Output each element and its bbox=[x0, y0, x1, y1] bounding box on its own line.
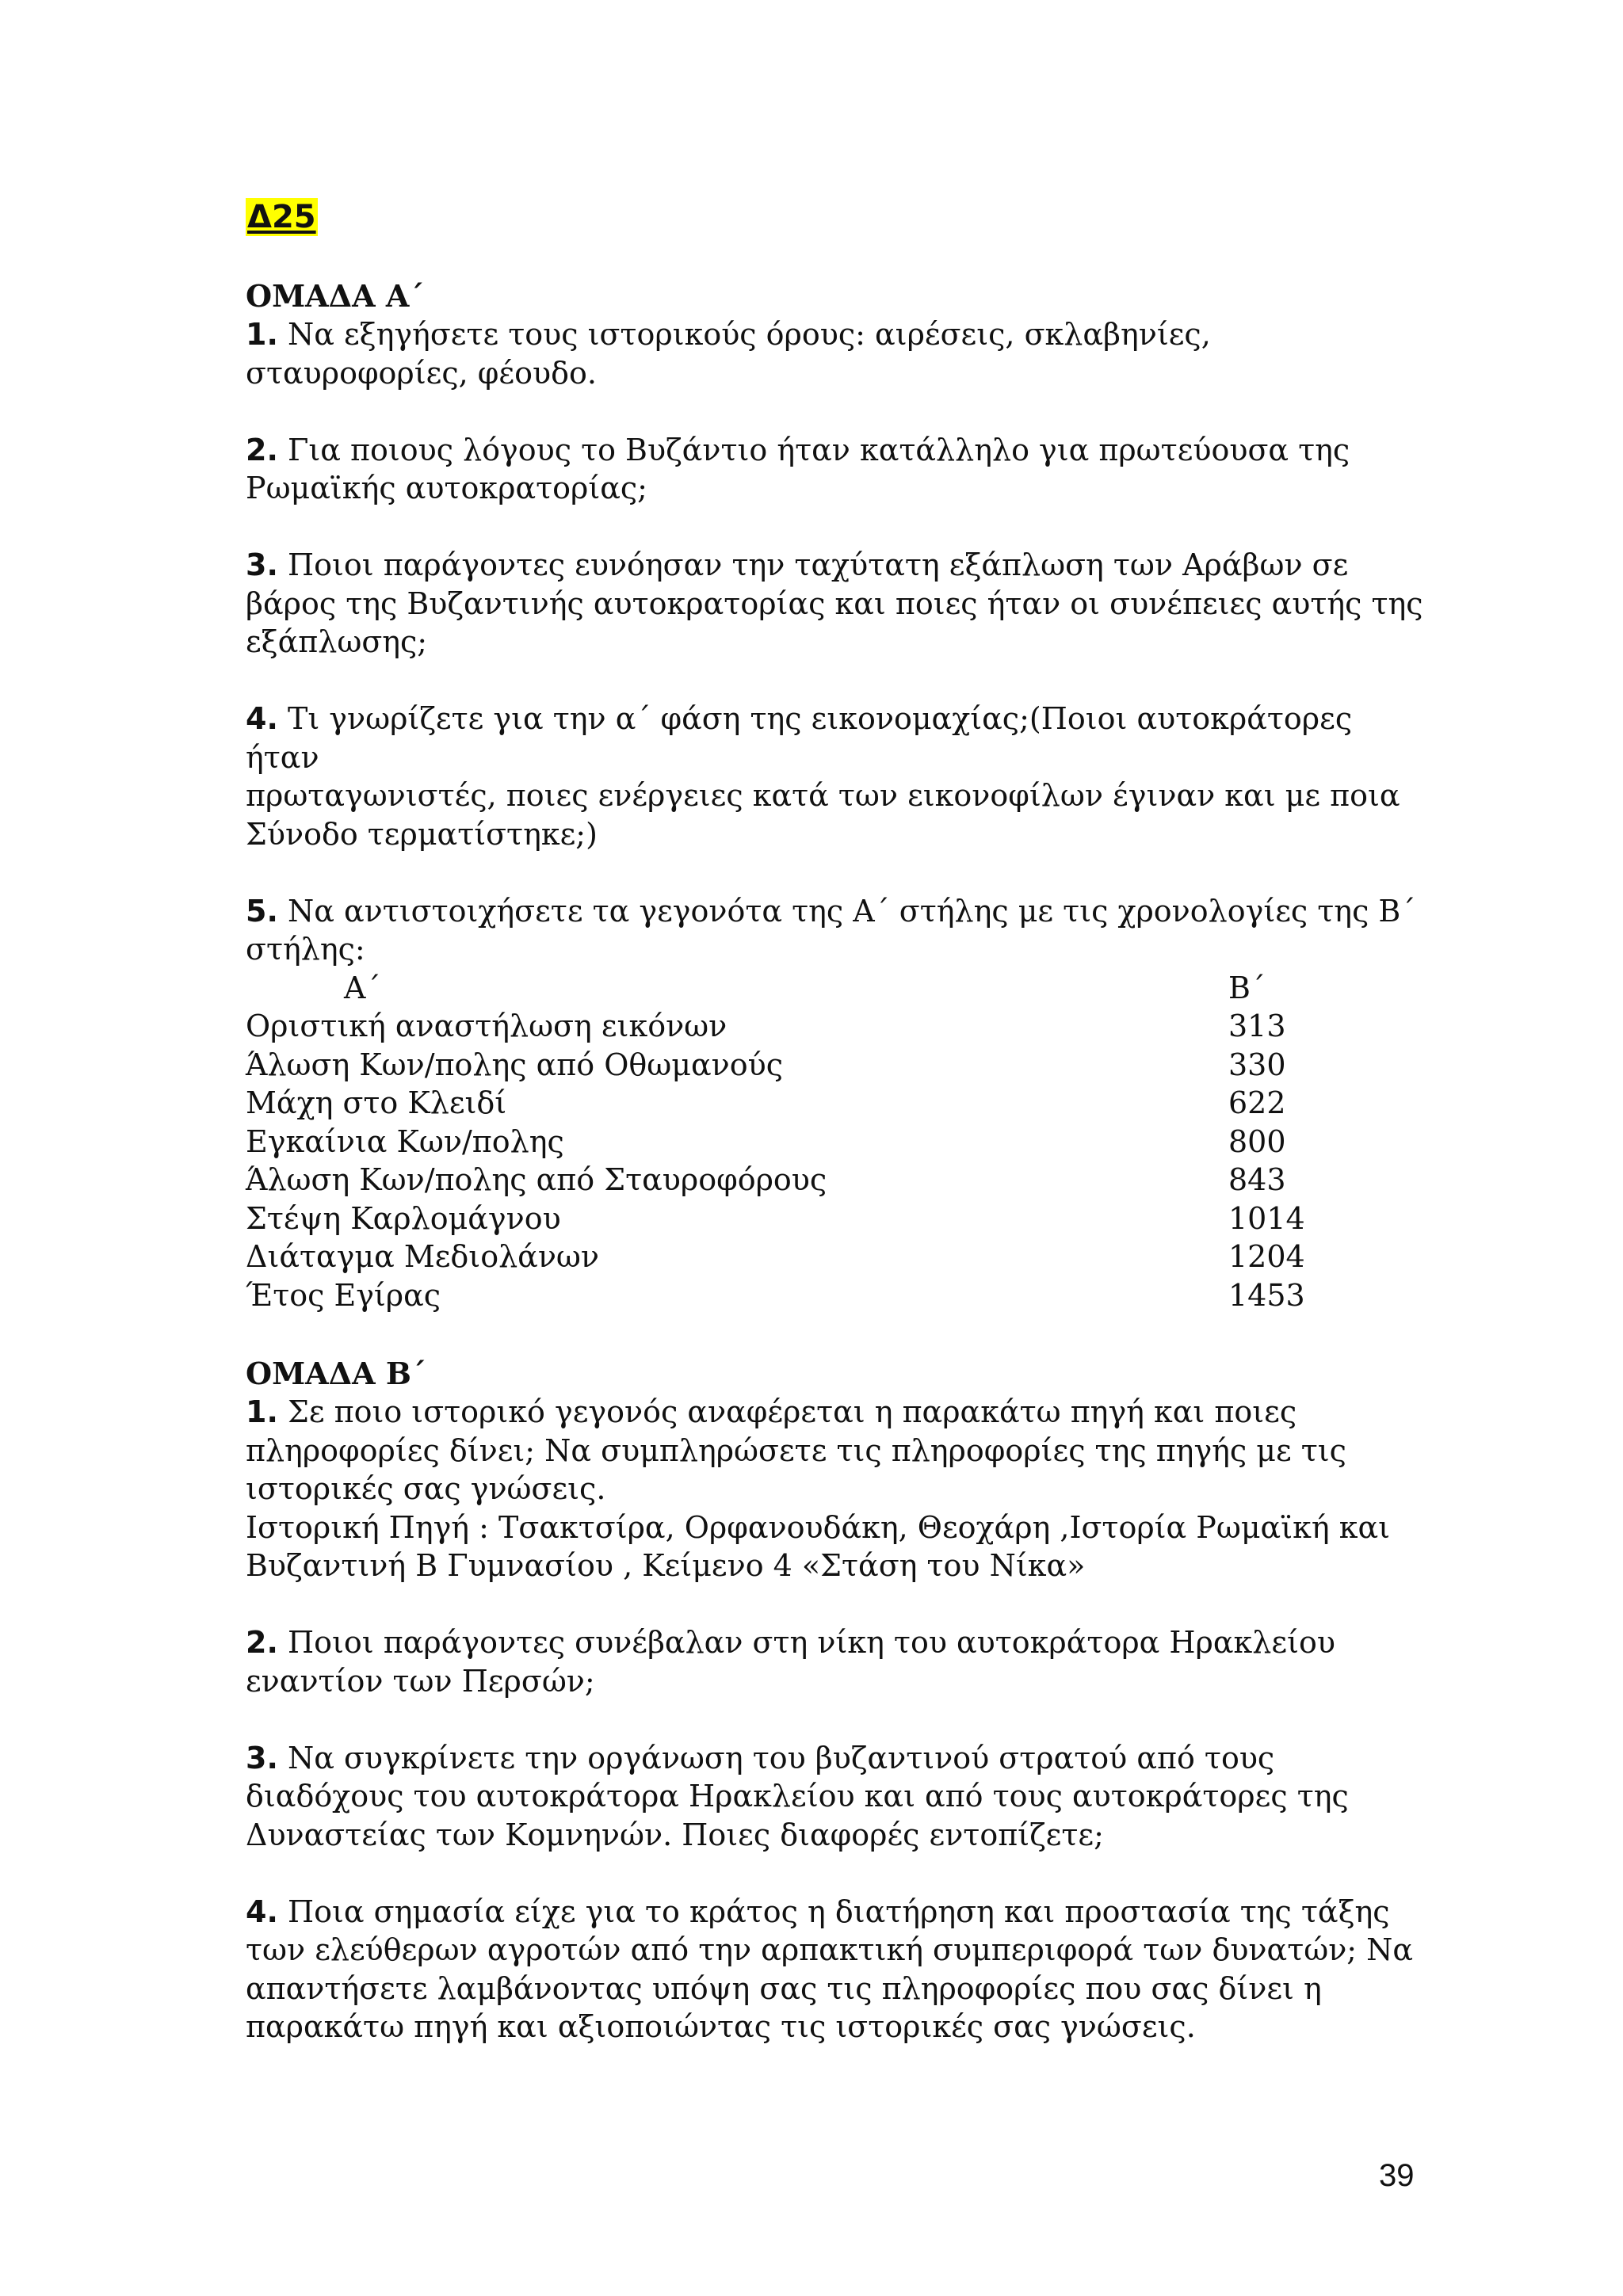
question-text: σταυροφορίες, φέουδο. bbox=[246, 355, 597, 391]
question-number: 5. bbox=[246, 893, 278, 929]
matching-year: 843 bbox=[1228, 1162, 1286, 1197]
question-text: Ποιοι παράγοντες ευνόησαν την ταχύτατη εξάπλωση των Αράβων σε bbox=[277, 547, 1349, 582]
question-number: 3. bbox=[246, 1740, 278, 1775]
question-text: παρακάτω πηγή και αξιοποιώντας τις ιστορικές σας γνώσεις. bbox=[246, 2009, 1196, 2044]
column-a-header: Α΄ bbox=[344, 970, 381, 1005]
question-number: 2. bbox=[246, 1625, 278, 1660]
question-number: 1. bbox=[246, 317, 278, 352]
source-citation: Ιστορική Πηγή : Τσακτσίρα, Ορφανουδάκη, Θεοχάρη ,Ιστορία Ρωμαϊκή και bbox=[246, 1509, 1391, 1545]
matching-event: Άλωση Κων/πολης από Σταυροφόρους bbox=[246, 1162, 827, 1197]
question-text: διαδόχους του αυτοκράτορα Ηρακλείου και από τους αυτοκράτορες της bbox=[246, 1779, 1349, 1814]
matching-year: 313 bbox=[1228, 1009, 1286, 1043]
group-b-section bbox=[246, 1355, 1434, 2046]
question-number: 4. bbox=[246, 701, 278, 736]
matching-event: Έτος Εγίρας bbox=[246, 1277, 441, 1313]
group-b-question-2 bbox=[246, 1623, 1434, 1700]
matching-year: 1014 bbox=[1228, 1200, 1305, 1236]
matching-row bbox=[246, 1007, 1434, 1046]
question-text: πρωταγωνιστές, ποιες ενέργειες κατά των εικονοφίλων έγιναν και με ποια bbox=[246, 778, 1400, 813]
matching-row bbox=[246, 1084, 1434, 1123]
question-number: 4. bbox=[246, 1894, 278, 1929]
question-text: Ποιοι παράγοντες συνέβαλαν στη νίκη του αυτοκράτορα Ηρακλείου bbox=[277, 1625, 1335, 1660]
question-text: στήλης: bbox=[246, 932, 365, 967]
matching-year: 622 bbox=[1228, 1085, 1286, 1120]
matching-year: 330 bbox=[1228, 1047, 1286, 1082]
source-citation: Βυζαντινή Β Γυμνασίου , Κείμενο 4 «Στάση του Νίκα» bbox=[246, 1548, 1086, 1583]
matching-row bbox=[246, 1161, 1434, 1199]
matching-event: Μάχη στο Κλειδί bbox=[246, 1085, 507, 1120]
question-text: Να συγκρίνετε την οργάνωση του βυζαντινού στρατού από τους bbox=[277, 1740, 1275, 1775]
matching-row bbox=[246, 1123, 1434, 1161]
matching-row bbox=[246, 1276, 1434, 1315]
question-number: 1. bbox=[246, 1394, 278, 1429]
matching-event: Στέψη Καρλομάγνου bbox=[246, 1200, 561, 1236]
matching-event: Εγκαίνια Κων/πολης bbox=[246, 1123, 564, 1159]
matching-year: 1204 bbox=[1228, 1239, 1305, 1274]
matching-year: 1453 bbox=[1228, 1277, 1305, 1313]
matching-event: Οριστική αναστήλωση εικόνων bbox=[246, 1009, 727, 1043]
column-b-header: Β΄ bbox=[1228, 970, 1266, 1005]
matching-event: Διάταγμα Μεδιολάνων bbox=[246, 1239, 600, 1274]
question-text: Να αντιστοιχήσετε τα γεγονότα της Α΄ στήλης με τις χρονολογίες της Β΄ bbox=[277, 893, 1416, 929]
question-text: των ελεύθερων αγροτών από την αρπακτική συμπεριφορά των δυνατών; Να bbox=[246, 1932, 1414, 1967]
question-text: Τι γνωρίζετε για την α΄ φάση της εικονομαχίας;(Ποιοι αυτοκράτορες ήταν bbox=[246, 701, 1353, 775]
group-a-question-5 bbox=[246, 892, 1434, 969]
question-text: ιστορικές σας γνώσεις. bbox=[246, 1471, 606, 1506]
question-text: βάρος της Βυζαντινής αυτοκρατορίας και ποιες ήταν οι συνέπειες αυτής της bbox=[246, 585, 1423, 621]
question-text: εναντίον των Περσών; bbox=[246, 1663, 595, 1699]
group-b-question-4 bbox=[246, 1893, 1434, 2046]
question-text: Ρωμαϊκής αυτοκρατορίας; bbox=[246, 471, 647, 505]
group-b-heading: ΟΜΑΔΑ Β΄ bbox=[246, 1356, 426, 1391]
group-a-section bbox=[246, 277, 1434, 1314]
page-number: 39 bbox=[1379, 2158, 1415, 2193]
question-number: 2. bbox=[246, 432, 278, 467]
matching-table bbox=[246, 969, 1434, 1315]
document-code: Δ25 bbox=[247, 199, 316, 235]
matching-row bbox=[246, 1046, 1434, 1085]
group-a-question-2 bbox=[246, 431, 1434, 508]
matching-event: Άλωση Κων/πολης από Οθωμανούς bbox=[246, 1047, 783, 1082]
group-b-question-3 bbox=[246, 1739, 1434, 1855]
matching-header-row bbox=[246, 969, 1434, 1008]
question-number: 3. bbox=[246, 547, 278, 582]
question-text: Να εξηγήσετε τους ιστορικούς όρους: αιρέσεις, σκλαβηνίες, bbox=[277, 317, 1211, 352]
matching-row bbox=[246, 1199, 1434, 1238]
question-text: Σε ποιο ιστορικό γεγονός αναφέρεται η παρακάτω πηγή και ποιες bbox=[277, 1394, 1297, 1429]
group-a-question-1 bbox=[246, 315, 1434, 392]
question-text: Σύνοδο τερματίστηκε;) bbox=[246, 816, 598, 852]
matching-year: 800 bbox=[1228, 1123, 1286, 1159]
group-a-question-4 bbox=[246, 700, 1434, 853]
question-text: Δυναστείας των Κομνηνών. Ποιες διαφορές εντοπίζετε; bbox=[246, 1817, 1104, 1852]
group-a-question-3 bbox=[246, 546, 1434, 662]
question-text: πληροφορίες δίνει; Να συμπληρώσετε τις πληροφορίες της πηγής με τις bbox=[246, 1432, 1346, 1468]
question-text: Ποια σημασία είχε για το κράτος η διατήρηση και προστασία της τάξης bbox=[277, 1894, 1390, 1929]
question-text: Για ποιους λόγους το Βυζάντιο ήταν κατάλληλο για πρωτεύουσα της bbox=[277, 432, 1350, 467]
group-b-question-1 bbox=[246, 1393, 1434, 1585]
question-text: εξάπλωσης; bbox=[246, 624, 428, 659]
group-a-heading: ΟΜΑΔΑ Α΄ bbox=[246, 278, 425, 314]
matching-row bbox=[246, 1238, 1434, 1276]
question-text: απαντήσετε λαμβάνοντας υπόψη σας τις πληροφορίες που σας δίνει η bbox=[246, 1970, 1322, 2006]
